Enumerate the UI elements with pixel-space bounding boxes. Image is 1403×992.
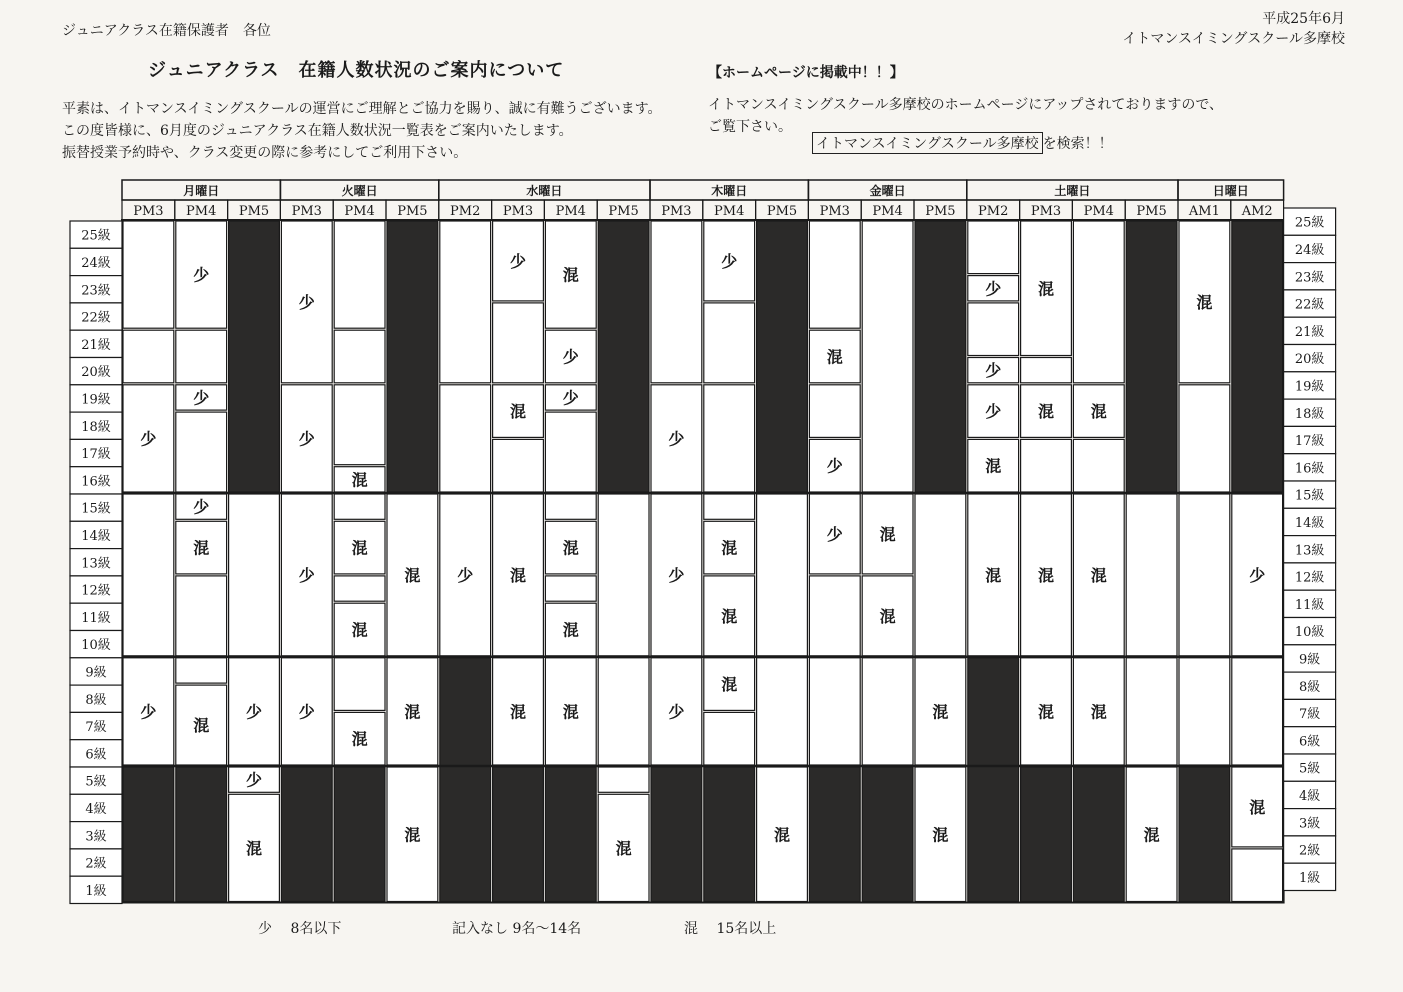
few-mark: 少 [562,347,579,367]
crowded-mark: 混 [351,620,368,640]
crowded-mark: 混 [1090,565,1107,585]
crowded-mark: 混 [562,265,579,285]
class-block [1179,658,1230,765]
class-block [1232,849,1283,902]
grade-label-left: 12級 [81,583,111,599]
slot-header-label: PM4 [1083,204,1114,219]
grade-label-left: 22級 [81,310,111,326]
closed-block [1126,221,1177,492]
slot-header-label: PM4 [714,204,745,219]
few-mark: 少 [245,770,263,790]
grade-label-left: 19級 [81,392,111,408]
few-mark: 少 [140,702,157,722]
grade-label-left: 18級 [81,419,111,435]
class-block [440,221,491,383]
slot-header-label: PM5 [238,204,270,219]
closed-block [334,767,385,902]
class-block [704,494,755,519]
closed-block [440,658,491,902]
class-block [598,767,649,792]
grade-label-left: 5級 [85,774,107,790]
grade-label-right: 22級 [1294,297,1325,313]
slot-header-label: PM4 [555,204,586,219]
grade-label-right: 25級 [1294,215,1325,231]
closed-block [1073,767,1124,902]
grade-label-left: 16級 [81,474,111,490]
slot-header-label: PM3 [291,204,322,219]
class-block [809,576,860,656]
slot-header-label: PM3 [502,204,534,219]
class-block [704,385,755,492]
few-mark: 少 [985,361,1002,381]
class-block [545,576,596,601]
homepage-line-2: ご覧下さい。 [708,119,792,135]
grade-label-right: 17級 [1294,434,1325,450]
class-block [1021,439,1072,492]
grade-label-left: 9級 [85,665,107,681]
class-block [493,303,544,383]
crowded-mark: 混 [509,702,527,722]
crowded-mark: 混 [1143,825,1160,845]
class-block [1179,494,1230,656]
crowded-mark: 混 [562,538,579,558]
class-block [493,439,544,492]
grade-label-right: 13級 [1294,543,1325,559]
closed-block [123,767,174,902]
grade-label-left: 2級 [85,856,107,872]
crowded-mark: 混 [615,838,632,858]
crowded-mark: 混 [721,606,738,626]
class-block [968,221,1019,274]
grade-label-right: 20級 [1294,352,1325,368]
crowded-mark: 混 [351,729,368,749]
closed-block [229,221,280,492]
slot-header-label: PM4 [872,204,903,219]
grade-label-left: 25級 [81,228,111,244]
grade-label-right: 18級 [1294,406,1325,422]
grade-label-right: 19級 [1294,379,1325,395]
crowded-mark: 混 [1249,797,1266,817]
crowded-mark: 混 [562,702,579,722]
closed-block [176,767,227,902]
day-header-7: 日曜日 [1212,184,1249,198]
class-block [651,221,702,383]
class-block [1126,658,1177,765]
grade-label-left: 7級 [85,720,107,736]
class-block [862,658,913,765]
class-block [1126,494,1177,656]
class-block [176,576,227,656]
slot-header-label: PM3 [1030,204,1062,219]
grade-label-left: 24級 [81,255,111,271]
few-mark: 少 [668,565,685,585]
class-block [176,412,227,492]
crowded-mark: 混 [509,565,527,585]
grade-label-left: 4級 [85,801,107,817]
intro-line-3: 振替授業予約時や、クラス変更の際に参考にしてご利用下さい。 [62,145,468,161]
class-block [123,494,174,656]
few-mark: 少 [826,524,843,544]
grade-label-right: 14級 [1294,515,1325,531]
crowded-mark: 混 [351,538,368,558]
class-block [1073,221,1124,383]
grade-label-left: 3級 [85,829,107,845]
slot-header-label: AM1 [1188,204,1220,219]
class-block [862,221,913,492]
grade-label-right: 15級 [1294,488,1325,504]
class-block [176,330,227,383]
few-mark: 少 [298,429,315,449]
closed-block [281,767,332,902]
closed-block [1232,221,1283,492]
crowded-mark: 混 [1196,292,1213,312]
class-block [334,385,385,465]
class-block [757,658,808,765]
few-mark: 少 [826,456,843,476]
class-block [334,658,385,711]
crowded-mark: 混 [1037,402,1055,422]
class-block [598,494,649,656]
legend-symbol-few: 少 [258,921,272,937]
few-mark: 少 [457,565,474,585]
grade-label-left: 20級 [81,365,111,381]
crowded-mark: 混 [404,825,421,845]
crowded-mark: 混 [1037,279,1055,299]
slot-header-label: PM5 [766,204,798,219]
grade-label-left: 17級 [81,447,111,463]
few-mark: 少 [668,429,685,449]
grade-label-left: 13級 [81,556,111,572]
grade-label-right: 6級 [1298,734,1321,750]
grade-label-left: 23級 [81,283,111,299]
crowded-mark: 混 [932,825,949,845]
class-block [123,221,174,328]
closed-block [545,767,596,902]
crowded-mark: 混 [509,402,527,422]
crowded-mark: 混 [193,538,210,558]
grade-label-right: 2級 [1298,843,1321,859]
crowded-mark: 混 [193,716,210,736]
closed-block [862,767,913,902]
closed-block [598,221,649,492]
class-block [545,494,596,519]
few-mark: 少 [721,251,738,271]
grade-label-left: 15級 [81,501,111,517]
crowded-mark: 混 [1090,402,1107,422]
few-mark: 少 [985,279,1002,299]
day-header-3: 水曜日 [526,184,563,198]
grade-label-right: 3級 [1298,816,1321,832]
few-mark: 少 [193,265,210,285]
slot-header-label: PM5 [925,204,956,219]
search-term: イトマンスイミングスクール多摩校 [812,132,1043,154]
homepage-heading: 【ホームページに掲載中！！】 [708,65,904,81]
closed-block [809,767,860,902]
few-mark: 少 [140,429,157,449]
class-block [334,576,385,601]
closed-block [493,767,544,902]
grade-label-left: 11級 [81,610,111,626]
class-block [440,385,491,492]
grade-label-right: 24級 [1294,242,1325,258]
day-header-4: 木曜日 [711,184,748,198]
crowded-mark: 混 [721,538,738,558]
crowded-mark: 混 [773,825,791,845]
closed-block [968,658,1019,902]
slot-header-label: AM2 [1241,204,1273,219]
few-mark: 少 [245,702,263,722]
few-mark: 少 [1249,565,1266,585]
legend-item-few [258,918,341,938]
issue-date: 平成25年6月 [1262,11,1345,27]
class-block [334,221,385,328]
legend-label-few: 8名以下 [290,921,342,937]
crowded-mark: 混 [879,606,896,626]
class-block [334,494,385,519]
class-block [968,303,1019,356]
class-block [809,385,860,438]
grade-label-left: 14級 [81,528,111,544]
day-header-6: 土曜日 [1054,184,1091,198]
crowded-mark: 混 [562,620,579,640]
grade-label-right: 21級 [1294,324,1325,340]
crowded-mark: 混 [245,838,263,858]
closed-block [915,221,966,492]
slot-header-label: PM5 [608,204,639,219]
day-header-1: 月曜日 [183,184,220,198]
slot-header-label: PM4 [344,204,375,219]
closed-block [757,221,808,492]
homepage-line-1: イトマンスイミングスクール多摩校のホームページにアップされておりますので、 [708,97,1224,113]
school-name: イトマンスイミングスクール多摩校 [1122,31,1345,47]
few-mark: 少 [193,388,210,408]
few-mark: 少 [298,292,315,312]
class-block [229,494,280,656]
grade-label-right: 4級 [1298,788,1321,804]
intro-line-2: この度皆様に、6月度のジュニアクラス在籍人数状況一覧表をご案内いたします。 [62,123,573,139]
grade-label-right: 8級 [1298,679,1321,695]
legend-label-blank: 記入なし 9名〜14名 [452,921,582,937]
grade-label-left: 10級 [81,638,111,654]
legend-symbol-crowded: 混 [684,921,698,937]
grade-label-right: 11級 [1294,597,1325,613]
class-block [757,494,808,656]
intro-line-1: 平素は、イトマンスイミングスクールの運営にご理解とご協力を賜り、誠に有難うございます。 [62,101,662,117]
grade-label-right: 5級 [1298,761,1321,777]
crowded-mark: 混 [985,456,1002,476]
slot-header-label: PM3 [133,204,164,219]
class-block [1073,439,1124,492]
search-suffix: を検索！！ [1042,136,1113,152]
class-block [809,658,860,765]
slot-header-label: PM5 [1136,204,1167,219]
crowded-mark: 混 [932,702,949,722]
class-block [545,412,596,492]
grade-label-right: 16級 [1294,461,1325,477]
closed-block [1021,767,1072,902]
legend-label-crowded: 15名以上 [716,921,777,937]
class-block [176,658,227,683]
closed-block [387,221,438,492]
closed-block [1179,767,1230,902]
slot-header-label: PM2 [450,204,481,219]
grade-label-right: 9級 [1298,652,1321,668]
slot-header-label: PM4 [186,204,217,219]
slot-header-label: PM5 [397,204,428,219]
grade-label-right: 1級 [1298,870,1321,886]
addressee: ジュニアクラス在籍保護者 各位 [62,23,271,39]
crowded-mark: 混 [404,702,421,722]
slot-header-label: PM3 [661,204,692,219]
crowded-mark: 混 [404,565,421,585]
day-header-5: 金曜日 [869,184,906,198]
crowded-mark: 混 [1037,702,1055,722]
grade-label-right: 12級 [1294,570,1325,586]
class-block [809,221,860,328]
few-mark: 少 [985,402,1002,422]
crowded-mark: 混 [721,675,738,695]
class-block [598,658,649,765]
grade-label-left: 8級 [85,692,107,708]
crowded-mark: 混 [879,524,896,544]
grade-label-left: 21級 [81,337,111,353]
closed-block [704,767,755,902]
class-block [704,712,755,765]
grade-label-right: 7級 [1298,707,1321,723]
few-mark: 少 [298,565,315,585]
closed-block [651,767,702,902]
class-block [915,494,966,656]
crowded-mark: 混 [826,347,843,367]
few-mark: 少 [193,497,210,517]
few-mark: 少 [298,702,315,722]
crowded-mark: 混 [1037,565,1055,585]
grade-label-right: 23級 [1294,270,1325,286]
grade-label-right: 10級 [1294,625,1325,641]
class-block [334,330,385,383]
crowded-mark: 混 [1090,702,1107,722]
class-block [1179,385,1230,492]
legend-item-blank [452,918,581,938]
few-mark: 少 [668,702,685,722]
few-mark: 少 [509,251,527,271]
class-block [123,330,174,383]
crowded-mark: 混 [985,565,1002,585]
crowded-mark: 混 [351,470,368,490]
class-block [1232,658,1283,765]
slot-header-label: PM2 [978,204,1009,219]
few-mark: 少 [562,388,579,408]
grade-label-left: 6級 [85,747,107,763]
page-title: ジュニアクラス 在籍人数状況のご案内について [148,60,565,81]
day-header-2: 火曜日 [341,184,378,198]
slot-header-label: PM3 [819,204,850,219]
class-block [1021,358,1072,383]
legend-item-crowded [684,918,776,938]
grade-label-left: 1級 [85,883,107,899]
class-block [704,303,755,383]
